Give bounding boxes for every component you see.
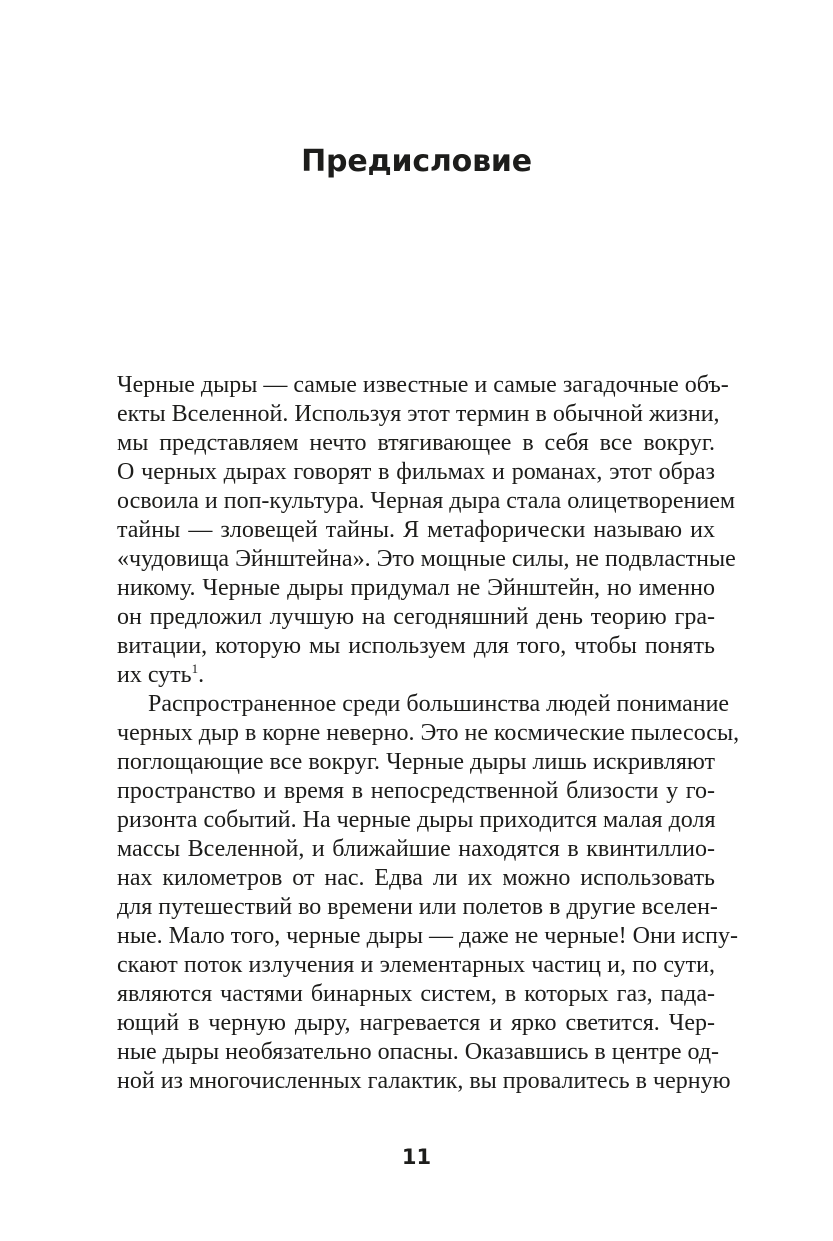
footnote-reference[interactable]: 1: [191, 661, 199, 676]
text-line: освоила и поп-культура. Черная дыра стала олицетворением: [117, 488, 736, 514]
text-line: «чудовища Эйнштейна». Это мощные силы, не подвластные: [117, 546, 736, 572]
text-line: витации, которую мы используем для того, чтобы понять: [117, 633, 715, 659]
text-line: ные. Мало того, черные дыры — даже не черные! Они испу-: [117, 923, 738, 949]
text-line: массы Вселенной, и ближайшие находятся в квинтиллио-: [117, 836, 715, 862]
text-line: пространство и время в непосредственной близости у го-: [117, 778, 715, 804]
text-line: Распространенное среди большинства людей понимание: [148, 691, 730, 717]
text-line: являются частями бинарных систем, в которых газ, пада-: [117, 981, 715, 1007]
text-line: ной из многочисленных галактик, вы провалитесь в черную: [117, 1068, 731, 1094]
text-line: О черных дырах говорят в фильмах и романах, этот образ: [117, 459, 715, 485]
text-line: Черные дыры — самые известные и самые загадочные объ-: [117, 372, 729, 398]
paragraph-1: [117, 371, 736, 690]
text-line: ризонта событий. На черные дыры приходится малая доля: [117, 807, 716, 833]
text-line: никому. Черные дыры придумал не Эйнштейн, но именно: [117, 575, 715, 601]
page-title: Предисловие: [301, 144, 532, 179]
text-line-last: [117, 661, 715, 690]
sentence-end: .: [198, 662, 205, 688]
paragraph-2: [117, 690, 740, 1096]
text-line: он предложил лучшую на сегодняшний день теорию гра-: [117, 604, 715, 630]
text-line: мы представляем нечто втягивающее в себя все вокруг.: [117, 430, 715, 456]
text-line: для путешествий во времени или полетов в другие вселен-: [117, 894, 718, 920]
text-line: тайны — зловещей тайны. Я метафорически называю их: [117, 517, 715, 543]
text-line: черных дыр в корне неверно. Это не космические пылесосы,: [117, 720, 740, 746]
page-number: 11: [401, 1145, 432, 1169]
text-line: поглощающие все вокруг. Черные дыры лишь искривляют: [117, 749, 715, 775]
body-text: [117, 371, 740, 1096]
text-line: скают поток излучения и элементарных частиц и, по сути,: [117, 952, 715, 978]
text-line: ные дыры необязательно опасны. Оказавшись в центре од-: [117, 1039, 720, 1065]
text-line: екты Вселенной. Используя этот термин в обычной жизни,: [117, 401, 720, 427]
text-line-content: их суть: [117, 662, 192, 688]
text-line: нах километров от нас. Едва ли их можно использовать: [117, 865, 715, 891]
text-line: ющий в черную дыру, нагревается и ярко светится. Чер-: [117, 1010, 715, 1036]
